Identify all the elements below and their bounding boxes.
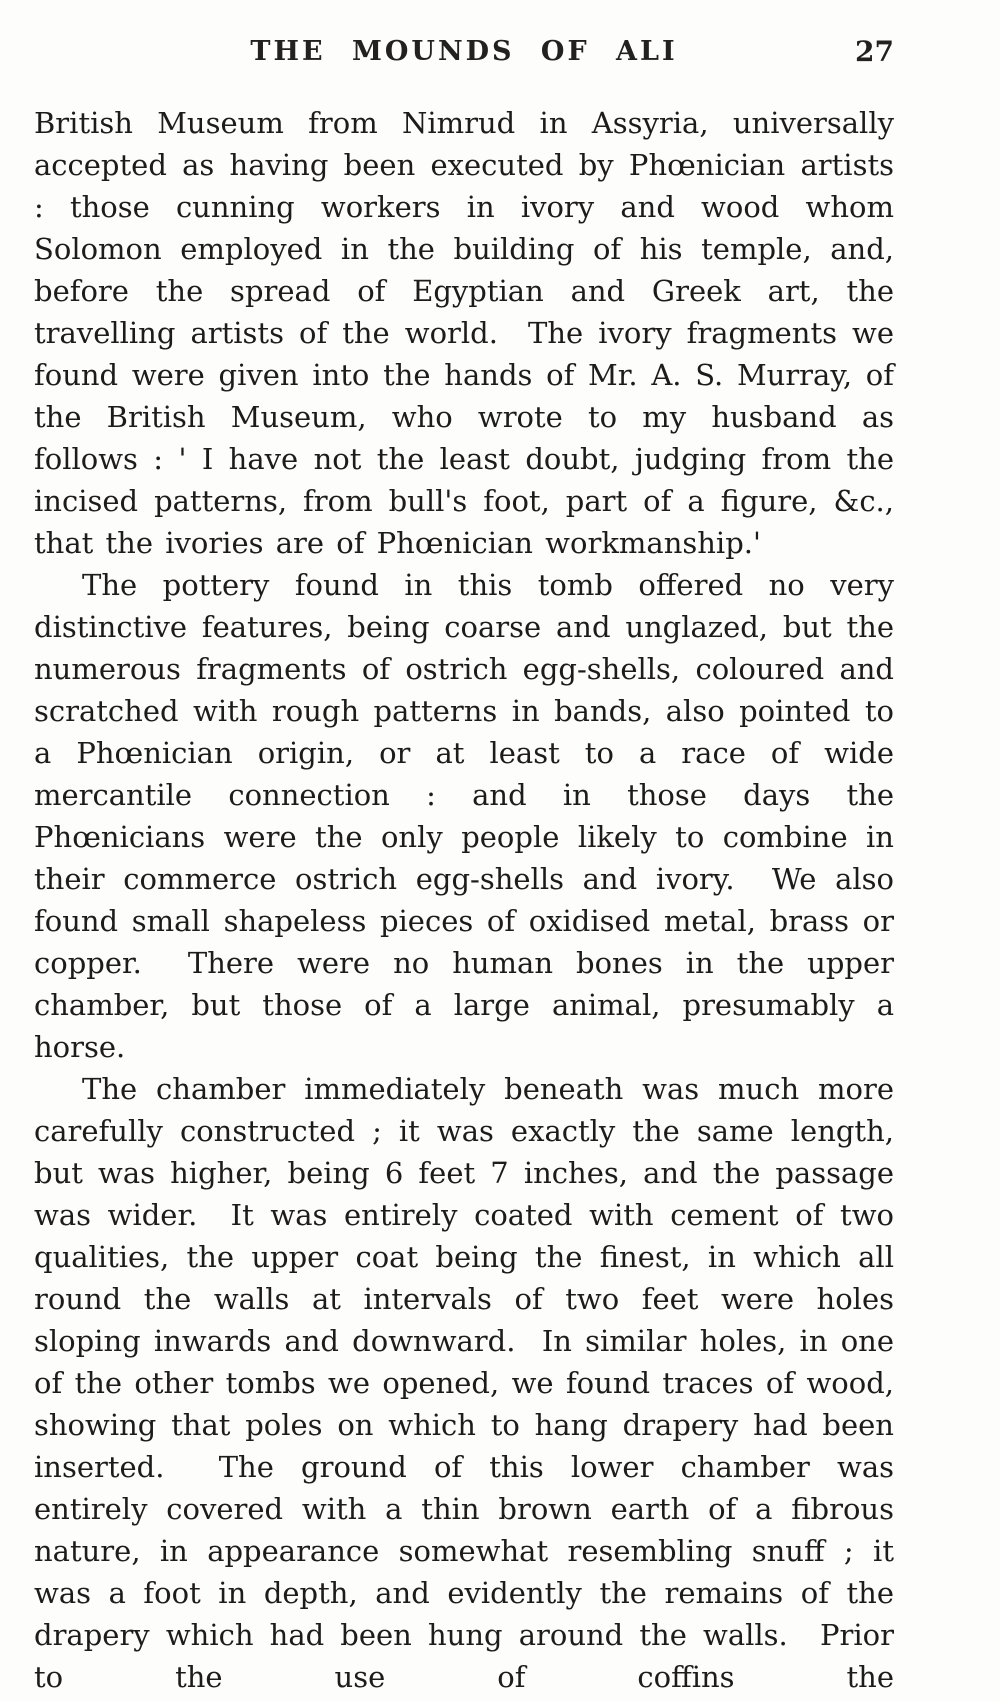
paragraph: The chamber immediately beneath was much more carefully constructed ; it was exactly the same length, but was higher, being 6 feet 7 inches, and the passage was wider. It was entirely coated with cement of two qualities, the upper coat being the finest, in which all round the walls at intervals of two feet were holes sloping inwards and downward. In similar holes, in one of the other tombs we opened, we found traces of wood, showing that poles on which to hang drapery had been inserted. The ground of this lower chamber was entirely covered with a thin brown earth of a fibrous nature, in appearance somewhat resembling snuff ; it was a foot in depth, and evidently the remains of the drapery which had been hung around the walls. Prior to the use of coffins the	[34, 1072, 907, 1694]
paragraph: The pottery found in this tomb offered no very distinctive features, being coarse and unglazed, but the numerous fragments of ostrich egg-shells, coloured and scratched with rough patterns in bands, also pointed to a Phœnician origin, or at least to a race of wide mercantile connection : and in those days the Phœnicians were the only people likely to combine in their commerce ostrich egg-shells and ivory. We also found small shapeless pieces of oxidised metal, brass or copper. There were no human bones in the upper chamber, but those of a large animal, presumably a horse.	[34, 568, 907, 1064]
running-title: THE MOUNDS OF ALI	[250, 36, 678, 67]
page-body	[34, 102, 907, 1698]
paragraph: British Museum from Nimrud in Assyria, universally accepted as having been executed by Phœnician artists : those cunning workers in ivory and wood whom Solomon employed in the building of his temple, and, before the spread of Egyptian and Greek art, the travelling artists of the world. The ivory fragments we found were given into the hands of Mr. A. S. Murray, of the British Museum, who wrote to my husband as follows : ' I have not the least doubt, judging from the incised patterns, from bull's foot, part of a figure, &c., that the ivories are of Phœnician workmanship.'	[34, 106, 907, 560]
page-number: 27	[855, 35, 894, 68]
page-header	[34, 30, 894, 74]
